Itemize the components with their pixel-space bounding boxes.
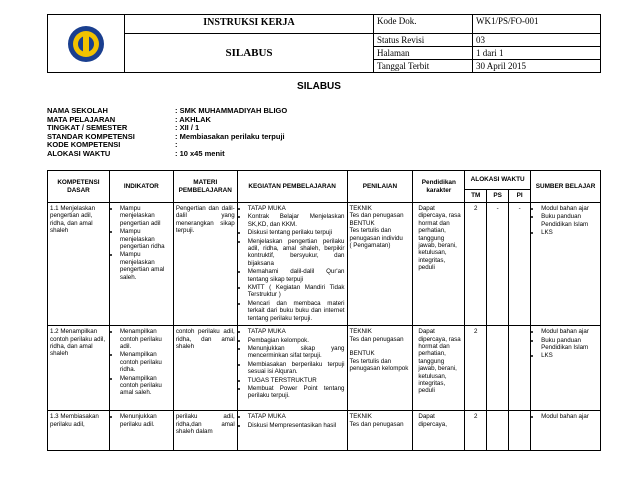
cell-sumber-list [533,328,598,360]
table-row [48,411,601,451]
col-header-sumber: SUMBER BELAJAR [531,171,601,203]
identity-row [47,150,287,159]
cell-kegiatan-list [240,413,345,429]
identity-value: : 10 x45 menit [175,148,225,158]
identity-value: : [175,140,178,150]
list-item: • Modul bahan ajar [541,413,598,420]
cell-materi: perilaku adil, ridha,dan amal shaleh dalam [173,411,237,451]
list-item: • Mencari dan membaca materi terkait dari buku buku dan internet tentang perilaku terpuji. [248,300,345,322]
col-header-pendidikan: Pendidikan karakter [413,171,465,203]
cell-indikator-list [112,328,171,397]
cell-kegiatan [237,411,347,451]
cell-kd: 1.2 Menampilkan contoh perilaku adil, ridha, dan amal shaleh [48,326,110,411]
list-item: • TATAP MUKA [248,328,345,335]
header-value: 03 [473,34,601,47]
col-header-penilaian: PENILAIAN [347,171,413,203]
cell-indikator [109,411,173,451]
list-item: • Modul bahan ajar [541,205,598,212]
cell-penilaian: TEKNIK Tes dan penugasan BENTUK Tes tertulis dan penugasan individu ( Pengamatan) [347,203,413,326]
list-item: • Diskusi Mempresentasikan hasil [248,422,345,429]
list-item: • Diskusi tentang perilaku terpuji [248,229,345,236]
list-item: • Menampilkan contoh perilaku adil. [120,328,171,350]
doc-type-title: INSTRUKSI KERJA [125,15,374,34]
list-item: • Memahami dalil-dalil Qur'an tentang sikap terpuji [248,268,345,283]
identity-key: KODE KOMPETENSI [47,140,121,150]
page-title: SILABUS [297,81,341,92]
cell-indikator [109,326,173,411]
identity-key: STANDAR KOMPETENSI [47,131,135,141]
list-item: • Membiasakan berperilaku terpuji sesuai isi Alquran. [248,361,345,376]
list-item: • Mampu menjelaskan pengertian amal saleh. [120,251,171,281]
list-item: • TATAP MUKA [248,413,345,420]
cell-tm: 2 [465,411,487,451]
list-item: • Modul bahan ajar [541,328,598,335]
list-item: • Kontrak Belajar Menjelaskan SK,KD, dan KKM. [248,213,345,228]
cell-kegiatan [237,326,347,411]
cell-ps [487,411,509,451]
cell-ps: - [487,203,509,326]
header-value: 1 dari 1 [473,47,601,60]
cell-materi: Pengertian dan dalil-dalil yang menerangkan sikap terpuji. [173,203,237,326]
cell-ps [487,326,509,411]
col-header-kegiatan: KEGIATAN PEMBELAJARAN [237,171,347,203]
list-item: • Pembagian kelompok. [248,337,345,344]
header-key: Kode Dok. [374,15,473,34]
cell-sumber [531,411,601,451]
cell-pendidikan: Dapat dipercaya, [413,411,465,451]
list-item: • TATAP MUKA [248,205,345,212]
identity-key: TINGKAT / SEMESTER [47,123,128,133]
cell-tm: 2 [465,203,487,326]
list-item: • KMTT ( Kegiatan Mandiri Tidak Terstruktur ) [248,284,345,299]
cell-kegiatan [237,203,347,326]
list-item: • Mampu menjelaskan pengertian ridha [120,228,171,250]
cell-kd: 1.3 Membiasakan perilaku adil, [48,411,110,451]
identity-block [47,107,287,159]
list-item: • Buku panduan Pendidikan Islam [541,337,598,352]
list-item: • Buku panduan Pendidikan Islam [541,213,598,228]
header-key: Tanggal Terbit [374,60,473,73]
cell-penilaian: TEKNIK Tes dan penugasan BENTUK Tes tertulis dan penugasan kelompok [347,326,413,411]
cell-indikator [109,203,173,326]
cell-sumber [531,203,601,326]
cell-tm: 2 [465,326,487,411]
list-item: • LKS [541,352,598,359]
header-value: 30 April 2015 [473,60,601,73]
col-header-materi: MATERI PEMBELAJARAN [173,171,237,203]
cell-pendidikan: Dapat dipercaya, rasa hormat dan perhatian, tanggung jawab, berani, ketulusan, integritas, peduli [413,203,465,326]
identity-key: NAMA SEKOLAH [47,106,108,115]
identity-key: MATA PELAJARAN [47,114,116,124]
list-item: • Menunjukkan sikap yang mencerminkan sifat terpuji. [248,345,345,360]
cell-kd: 1.1 Menjelaskan pengertian adil, ridha, dan amal shaleh [48,203,110,326]
identity-value: : Membiasakan perilaku terpuji [175,131,285,141]
cell-sumber-list [533,413,598,420]
cell-sumber-list [533,205,598,237]
school-logo-icon [66,24,106,64]
syllabus-table [47,170,601,451]
list-item: • Menampilkan contoh perilaku amal saleh. [120,375,171,397]
cell-penilaian: TEKNIK Tes dan penugasan [347,411,413,451]
list-item: • Membuat Power Point tentang perilaku terpuji. [248,385,345,400]
cell-indikator-list [112,413,171,428]
header-value: WK1/PS/FO-001 [473,15,601,34]
header-key: Halaman [374,47,473,60]
identity-value: : SMK MUHAMMADIYAH BLIGO [175,106,288,115]
document-header [47,14,601,73]
col-header-tm: TM [465,190,487,203]
col-header-ps: PS [487,190,509,203]
identity-value: : AKHLAK [175,114,211,124]
cell-pendidikan: Dapat dipercaya, rasa hormat dan perhatian, tanggung jawab, berani, ketulusan, integritas, peduli [413,326,465,411]
cell-indikator-list [112,205,171,281]
school-logo-cell [48,15,125,73]
list-item: • Mampu menjelaskan pengertian adil [120,205,171,227]
cell-kegiatan-list [240,328,345,400]
identity-key: ALOKASI WAKTU [47,148,111,158]
cell-pi [509,326,531,411]
cell-sumber [531,326,601,411]
col-header-pi: PI [509,190,531,203]
identity-value: : XII / 1 [175,123,200,133]
list-item: • Menampilkan contoh perilaku ridha. [120,351,171,373]
cell-pi: - [509,203,531,326]
col-header-kd: KOMPETENSI DASAR [48,171,110,203]
list-item: • Menjelaskan pengertian perilaku adil, ridha, amal shaleh, berpikir kontruktif, bersyukur, dan bijaksana [248,238,345,268]
cell-kegiatan-list [240,205,345,322]
doc-main-title: SILABUS [125,34,374,73]
list-item: • LKS [541,229,598,236]
table-row [48,203,601,326]
list-item: • TUGAS TERSTRUKTUR [248,377,345,384]
col-header-alokasi: ALOKASI WAKTU [465,171,531,190]
header-key: Status Revisi [374,34,473,47]
cell-materi: contoh perilaku adil, ridha, dan amal shaleh [173,326,237,411]
cell-pi [509,411,531,451]
table-row [48,326,601,411]
list-item: • Menunjukkan perilaku adil. [120,413,171,428]
col-header-indikator: INDIKATOR [109,171,173,203]
